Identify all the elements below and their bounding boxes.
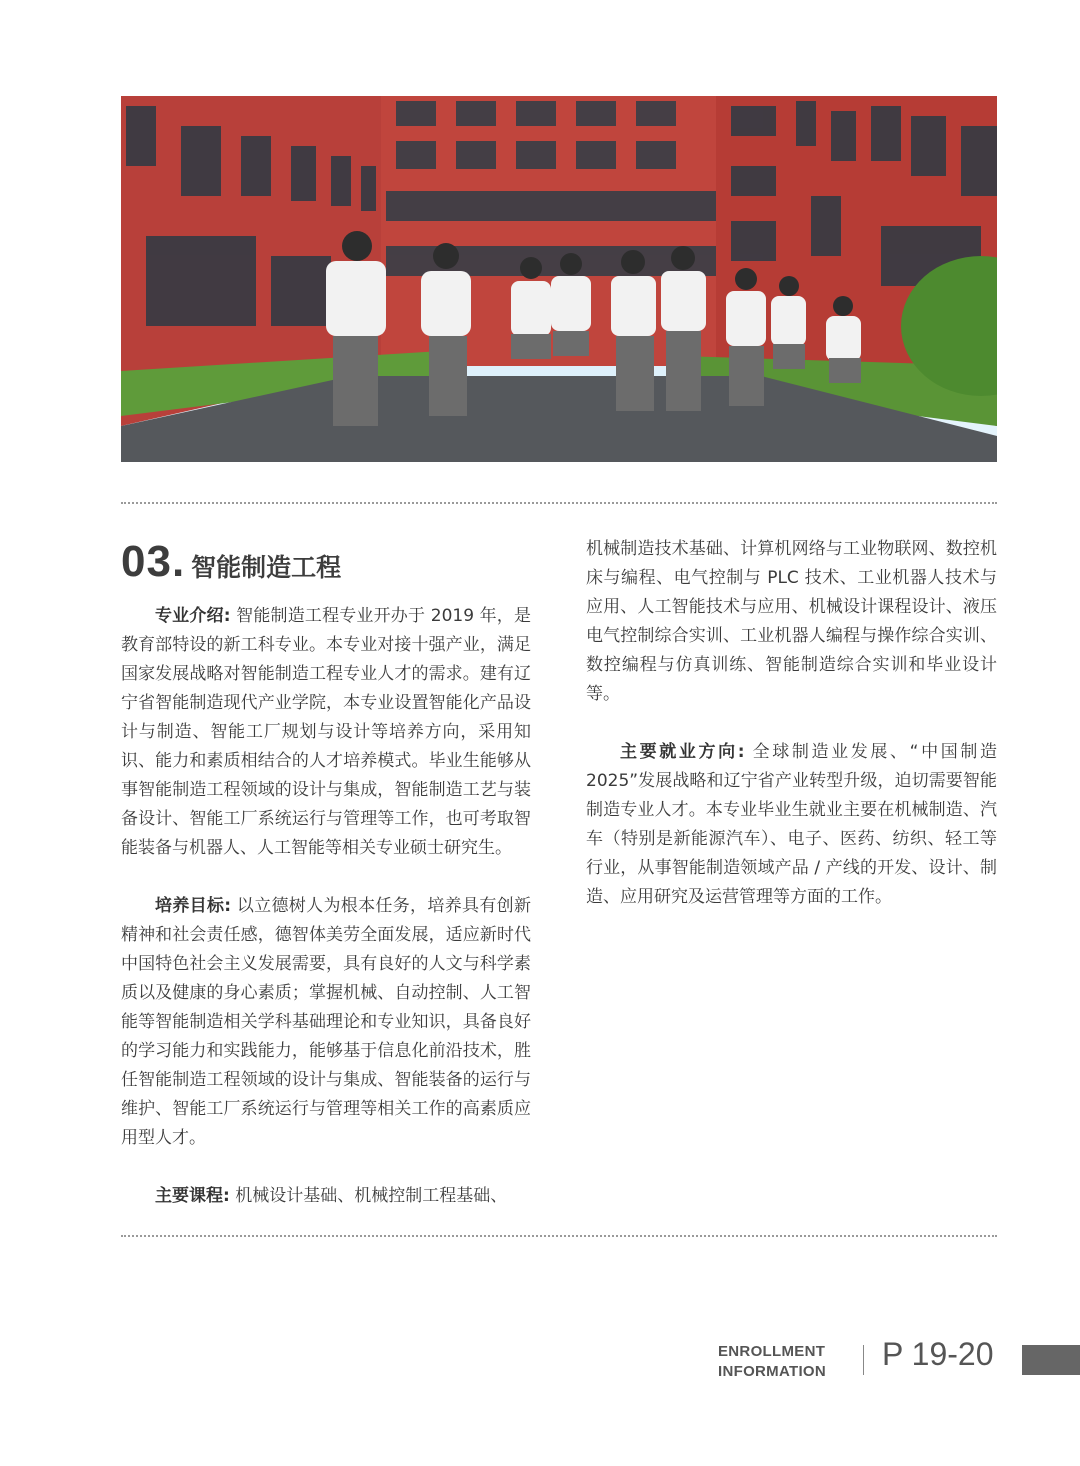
career-label: 主要就业方向:: [620, 742, 745, 762]
bottom-divider: [121, 1235, 997, 1237]
page-number: P 19-20: [882, 1336, 994, 1372]
intro-label: 专业介绍:: [155, 606, 231, 626]
left-column: [121, 602, 531, 1211]
section-heading: [121, 537, 341, 589]
intro-text: 智能制造工程专业开办于 2019 年，是教育部特设的新工科专业。本专业对接十强产业，满足国家发展战略对智能制造工程专业人才的需求。建有辽宁省智能制造现代产业学院，本专业设置智能化产品设计与制造、智能工厂规划与设计等培养方向，采用知识、能力和素质相结合的人才培养模式。毕业生能够从事智能制造工程领域的设计与集成，智能制造工艺与装备设计、智能工厂系统运行与管理等工作，也可考取智能装备与机器人、人工智能等相关专业硕士研究生。: [121, 606, 531, 858]
goal-paragraph: [121, 892, 531, 1153]
goal-text: 以立德树人为根本任务，培养具有创新精神和社会责任感，德智体美劳全面发展，适应新时代中国特色社会主义发展需要，具有良好的人文与科学素质以及健康的身心素质；掌握机械、自动控制、人工智能等智能制造相关学科基础理论和专业知识，具备良好的学习能力和实践能力，能够基于信息化前沿技术，胜任智能制造工程领域的设计与集成、智能装备的运行与维护、智能工厂系统运行与管理等相关工作的高素质应用型人才。: [121, 896, 531, 1148]
course-text-start: 机械设计基础、机械控制工程基础、: [235, 1186, 508, 1206]
course-paragraph: [121, 1182, 531, 1211]
goal-label: 培养目标:: [155, 896, 232, 916]
campus-photo-icon: [121, 96, 997, 462]
right-column: [586, 535, 997, 912]
section-title: 智能制造工程: [191, 553, 342, 582]
course-label: 主要课程:: [155, 1186, 230, 1206]
course-continuation: 机械制造技术基础、计算机网络与工业物联网、数控机床与编程、电气控制与 PLC 技术、工业机器人技术与应用、人工智能技术与应用、机械设计课程设计、液压电气控制综合实训、工业机器人编程与操作综合实训、数控编程与仿真训练、智能制造综合实训和毕业设计等。: [586, 539, 997, 704]
intro-paragraph: [121, 602, 531, 863]
footer-accent-bar: [1022, 1345, 1080, 1375]
footer-label: [718, 1342, 838, 1382]
footer-separator: [863, 1345, 864, 1375]
footer-label-line1: ENROLLMENT: [718, 1343, 826, 1360]
career-text: 全球制造业发展、“中国制造 2025”发展战略和辽宁省产业转型升级，迫切需要智能制造专业人才。本专业毕业生就业主要在机械制造、汽车（特别是新能源汽车）、电子、医药、纺织、轻工等行业，从事智能制造领域产品 / 产线的开发、设计、制造、应用研究及运营管理等方面的工作。: [586, 742, 997, 907]
section-number: 03.: [121, 537, 186, 586]
career-paragraph: [586, 738, 997, 912]
footer-label-line2: INFORMATION: [718, 1363, 827, 1380]
campus-photo: [121, 96, 997, 462]
top-divider: [121, 502, 997, 504]
